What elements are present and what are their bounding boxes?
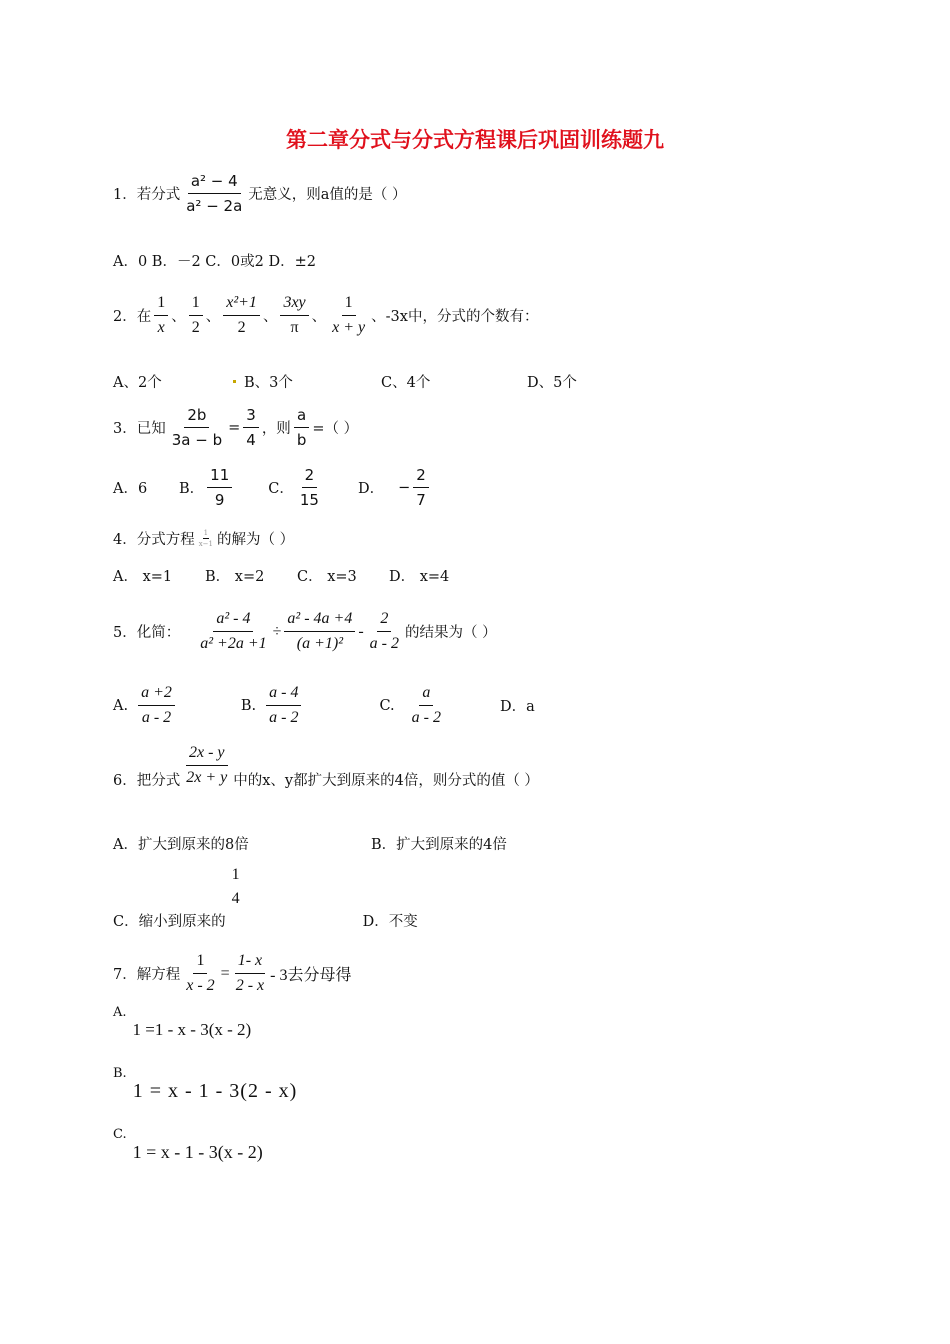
q2-f1-den: x	[157, 319, 165, 336]
q2-f2-num: 1	[189, 294, 203, 316]
q3-f2-num: 3	[243, 406, 259, 428]
q6-option-b: B．扩大到原来的4倍	[371, 837, 507, 853]
q5-option-b-label: B.	[240, 697, 257, 714]
q4-suffix: 的解为（ ）	[217, 532, 295, 548]
q5-a-num: a +2	[138, 684, 175, 706]
q3-prefix: 3．已知	[113, 421, 166, 437]
q4-option-c: C． x=3	[297, 569, 357, 585]
q3-b-num: 11	[207, 466, 232, 488]
q7-fraction-1	[183, 952, 217, 995]
q7-option-a	[113, 1004, 252, 1040]
q3-fraction-1	[169, 406, 225, 449]
q2-fraction-3	[223, 294, 260, 337]
q7-option-c-label: C.	[113, 1127, 127, 1142]
q3-b-den: 9	[214, 491, 225, 509]
q6-options-cd	[113, 866, 418, 930]
q2-f1-num: 1	[154, 294, 168, 316]
q3-f1-num: 2b	[184, 406, 209, 428]
q2-fraction-1	[154, 294, 168, 337]
q7-f1-den: x - 2	[186, 977, 215, 994]
q3-fraction-3	[294, 406, 310, 449]
q5-option-a-label: A.	[113, 697, 129, 714]
q3-suffix: =（ ）	[312, 421, 359, 437]
q6-den: 2x + y	[186, 769, 228, 786]
q2-options	[113, 371, 577, 392]
q6-num: 2x - y	[186, 744, 228, 766]
q4-option-a: A． x=1	[113, 569, 173, 585]
q3-d-num: 2	[413, 466, 429, 488]
question-6	[113, 744, 539, 787]
q5-b-num: a - 4	[266, 684, 301, 706]
question-5	[113, 610, 497, 653]
q6-option-c-label: C．缩小到原来的	[113, 913, 226, 930]
q2-sep-4: 、	[311, 309, 327, 325]
q5-a-den: a - 2	[141, 709, 172, 726]
question-2	[113, 294, 538, 337]
q1-fraction	[183, 172, 245, 215]
q2-f5-den: x + y	[332, 319, 366, 336]
q5-c-den: a - 2	[411, 709, 441, 726]
q2-fraction-5	[329, 294, 368, 337]
q4-option-b: B． x=2	[205, 569, 265, 585]
q4-prefix: 4．分式方程	[113, 532, 195, 548]
q5-suffix: 的结果为（ ）	[404, 625, 497, 641]
question-3	[113, 406, 358, 449]
q7-f1-num: 1	[193, 952, 207, 974]
q1-den: a² − 2a	[186, 197, 243, 215]
q7-option-a-label: A.	[113, 1004, 127, 1020]
q6-option-a: A．扩大到原来的8倍	[113, 837, 249, 853]
q7-f2-num: 1- x	[235, 952, 265, 974]
q7-f2-den: 2 - x	[235, 977, 265, 994]
q2-prefix: 2．在	[113, 309, 152, 325]
q3-equals: =	[228, 419, 241, 436]
q7-fraction-2	[233, 952, 267, 995]
q6-option-c-fraction	[229, 866, 243, 908]
q1-num: a² − 4	[188, 172, 241, 194]
q5-fraction-3	[367, 610, 402, 653]
q2-f3-num: x²+1	[223, 294, 260, 316]
q4-fraction	[198, 529, 214, 548]
q6-prefix: 6．把分式	[113, 773, 181, 789]
q2-sep-1: 、	[171, 309, 186, 325]
q2-suffix: 、-3x中，分式的个数有：	[371, 309, 539, 325]
q7-prefix: 7．解方程	[113, 967, 181, 983]
q5-fraction-1	[197, 610, 269, 653]
q3-option-d-label: D．	[357, 481, 385, 497]
q6-fraction	[183, 744, 230, 787]
q7-equals: =	[220, 964, 230, 982]
q4-options	[113, 565, 449, 586]
q3-option-b-fraction	[207, 466, 232, 509]
q6-suffix: 中的x、y都扩大到原来的4倍，则分式的值（ ）	[233, 773, 539, 789]
q2-f4-num: 3xy	[280, 294, 308, 316]
q2-f3-den: 2	[237, 319, 246, 336]
q6-c-num: 1	[231, 866, 240, 883]
question-1	[113, 172, 407, 215]
q5-fraction-2	[284, 610, 355, 653]
q5-f3-den: a - 2	[369, 635, 399, 652]
q3-f2-den: 4	[246, 431, 256, 449]
q7-option-b-label: B.	[113, 1066, 127, 1081]
q2-fraction-4	[280, 294, 308, 337]
q7-option-b	[113, 1066, 298, 1103]
q5-options	[113, 684, 535, 727]
q2-sep-3: 、	[262, 309, 278, 325]
q3-c-den: 15	[299, 491, 319, 509]
q3-f3-num: a	[294, 406, 309, 428]
q3-option-a: A．6	[113, 481, 148, 497]
q6-options-ab	[113, 833, 507, 854]
q2-fraction-2	[189, 294, 203, 337]
q5-f3-num: 2	[377, 610, 391, 632]
q3-f1-den: 3a − b	[171, 431, 223, 449]
q7-option-c-expr: 1 = x - 1 - 3(x - 2)	[132, 1142, 263, 1162]
q5-f2-den: (a +1)²	[296, 635, 343, 652]
q3-option-d-sign: −	[398, 479, 411, 496]
q5-option-a-fraction	[138, 684, 175, 727]
q2-option-a: A、2个	[113, 375, 162, 391]
q7-option-c	[113, 1127, 263, 1163]
q4-den: x−1	[198, 540, 214, 548]
page-title: 第二章分式与分式方程课后巩固训练题九	[286, 128, 664, 152]
q2-f2-den: 2	[191, 319, 200, 336]
q7-option-b-expr: 1 = x - 1 - 3(2 - x)	[132, 1080, 298, 1102]
q5-f2-num: a² - 4a +4	[284, 610, 355, 632]
q1-prefix: 1．若分式	[113, 187, 181, 203]
q5-f1-num: a² - 4	[213, 610, 253, 632]
q2-f5-num: 1	[342, 294, 356, 316]
q5-prefix: 5．化简：	[113, 625, 181, 641]
q2-sep-2: 、	[205, 309, 221, 325]
q3-fraction-2	[243, 406, 259, 449]
q2-option-b: B、3个	[244, 375, 293, 391]
decorative-dot	[233, 380, 236, 383]
q5-minus: -	[358, 622, 364, 640]
q5-option-c-fraction	[409, 684, 444, 727]
q3-d-den: 7	[416, 491, 426, 509]
q6-c-den: 4	[231, 890, 240, 907]
q3-mid: ，则	[261, 421, 291, 437]
q4-num: 1	[203, 529, 209, 537]
q3-option-c-label: C．	[268, 481, 294, 497]
q5-divide: ÷	[272, 622, 282, 640]
q5-f1-den: a² +2a +1	[200, 635, 267, 652]
q3-f3-den: b	[296, 431, 307, 449]
q5-option-c-label: C.	[379, 697, 395, 714]
q5-b-den: a - 2	[269, 709, 299, 726]
q3-option-c-fraction	[297, 466, 322, 509]
q7-tail: - 3去分母得	[270, 967, 352, 984]
q2-f4-den: π	[290, 319, 299, 336]
question-7	[113, 952, 351, 995]
q1-options: A．0 B．－2 C．0或2 D．±2	[113, 254, 316, 270]
q5-c-num: a	[419, 684, 433, 706]
q2-option-d: D、5个	[527, 375, 577, 391]
q2-option-c: C、4个	[381, 375, 431, 391]
question-4	[113, 528, 294, 549]
q3-option-b-label: B．	[179, 481, 205, 497]
q3-options	[113, 466, 432, 509]
q6-option-d: D．不变	[362, 913, 418, 930]
q3-c-num: 2	[302, 466, 318, 488]
q4-option-d: D． x=4	[389, 569, 450, 585]
q3-option-d-fraction	[413, 466, 429, 509]
q5-option-d: D．a	[500, 699, 535, 715]
q5-option-b-fraction	[266, 684, 301, 727]
q7-option-a-expr: 1 =1 - x - 3(x - 2)	[132, 1020, 252, 1039]
q1-suffix: 无意义，则a值的是（ ）	[248, 187, 407, 203]
